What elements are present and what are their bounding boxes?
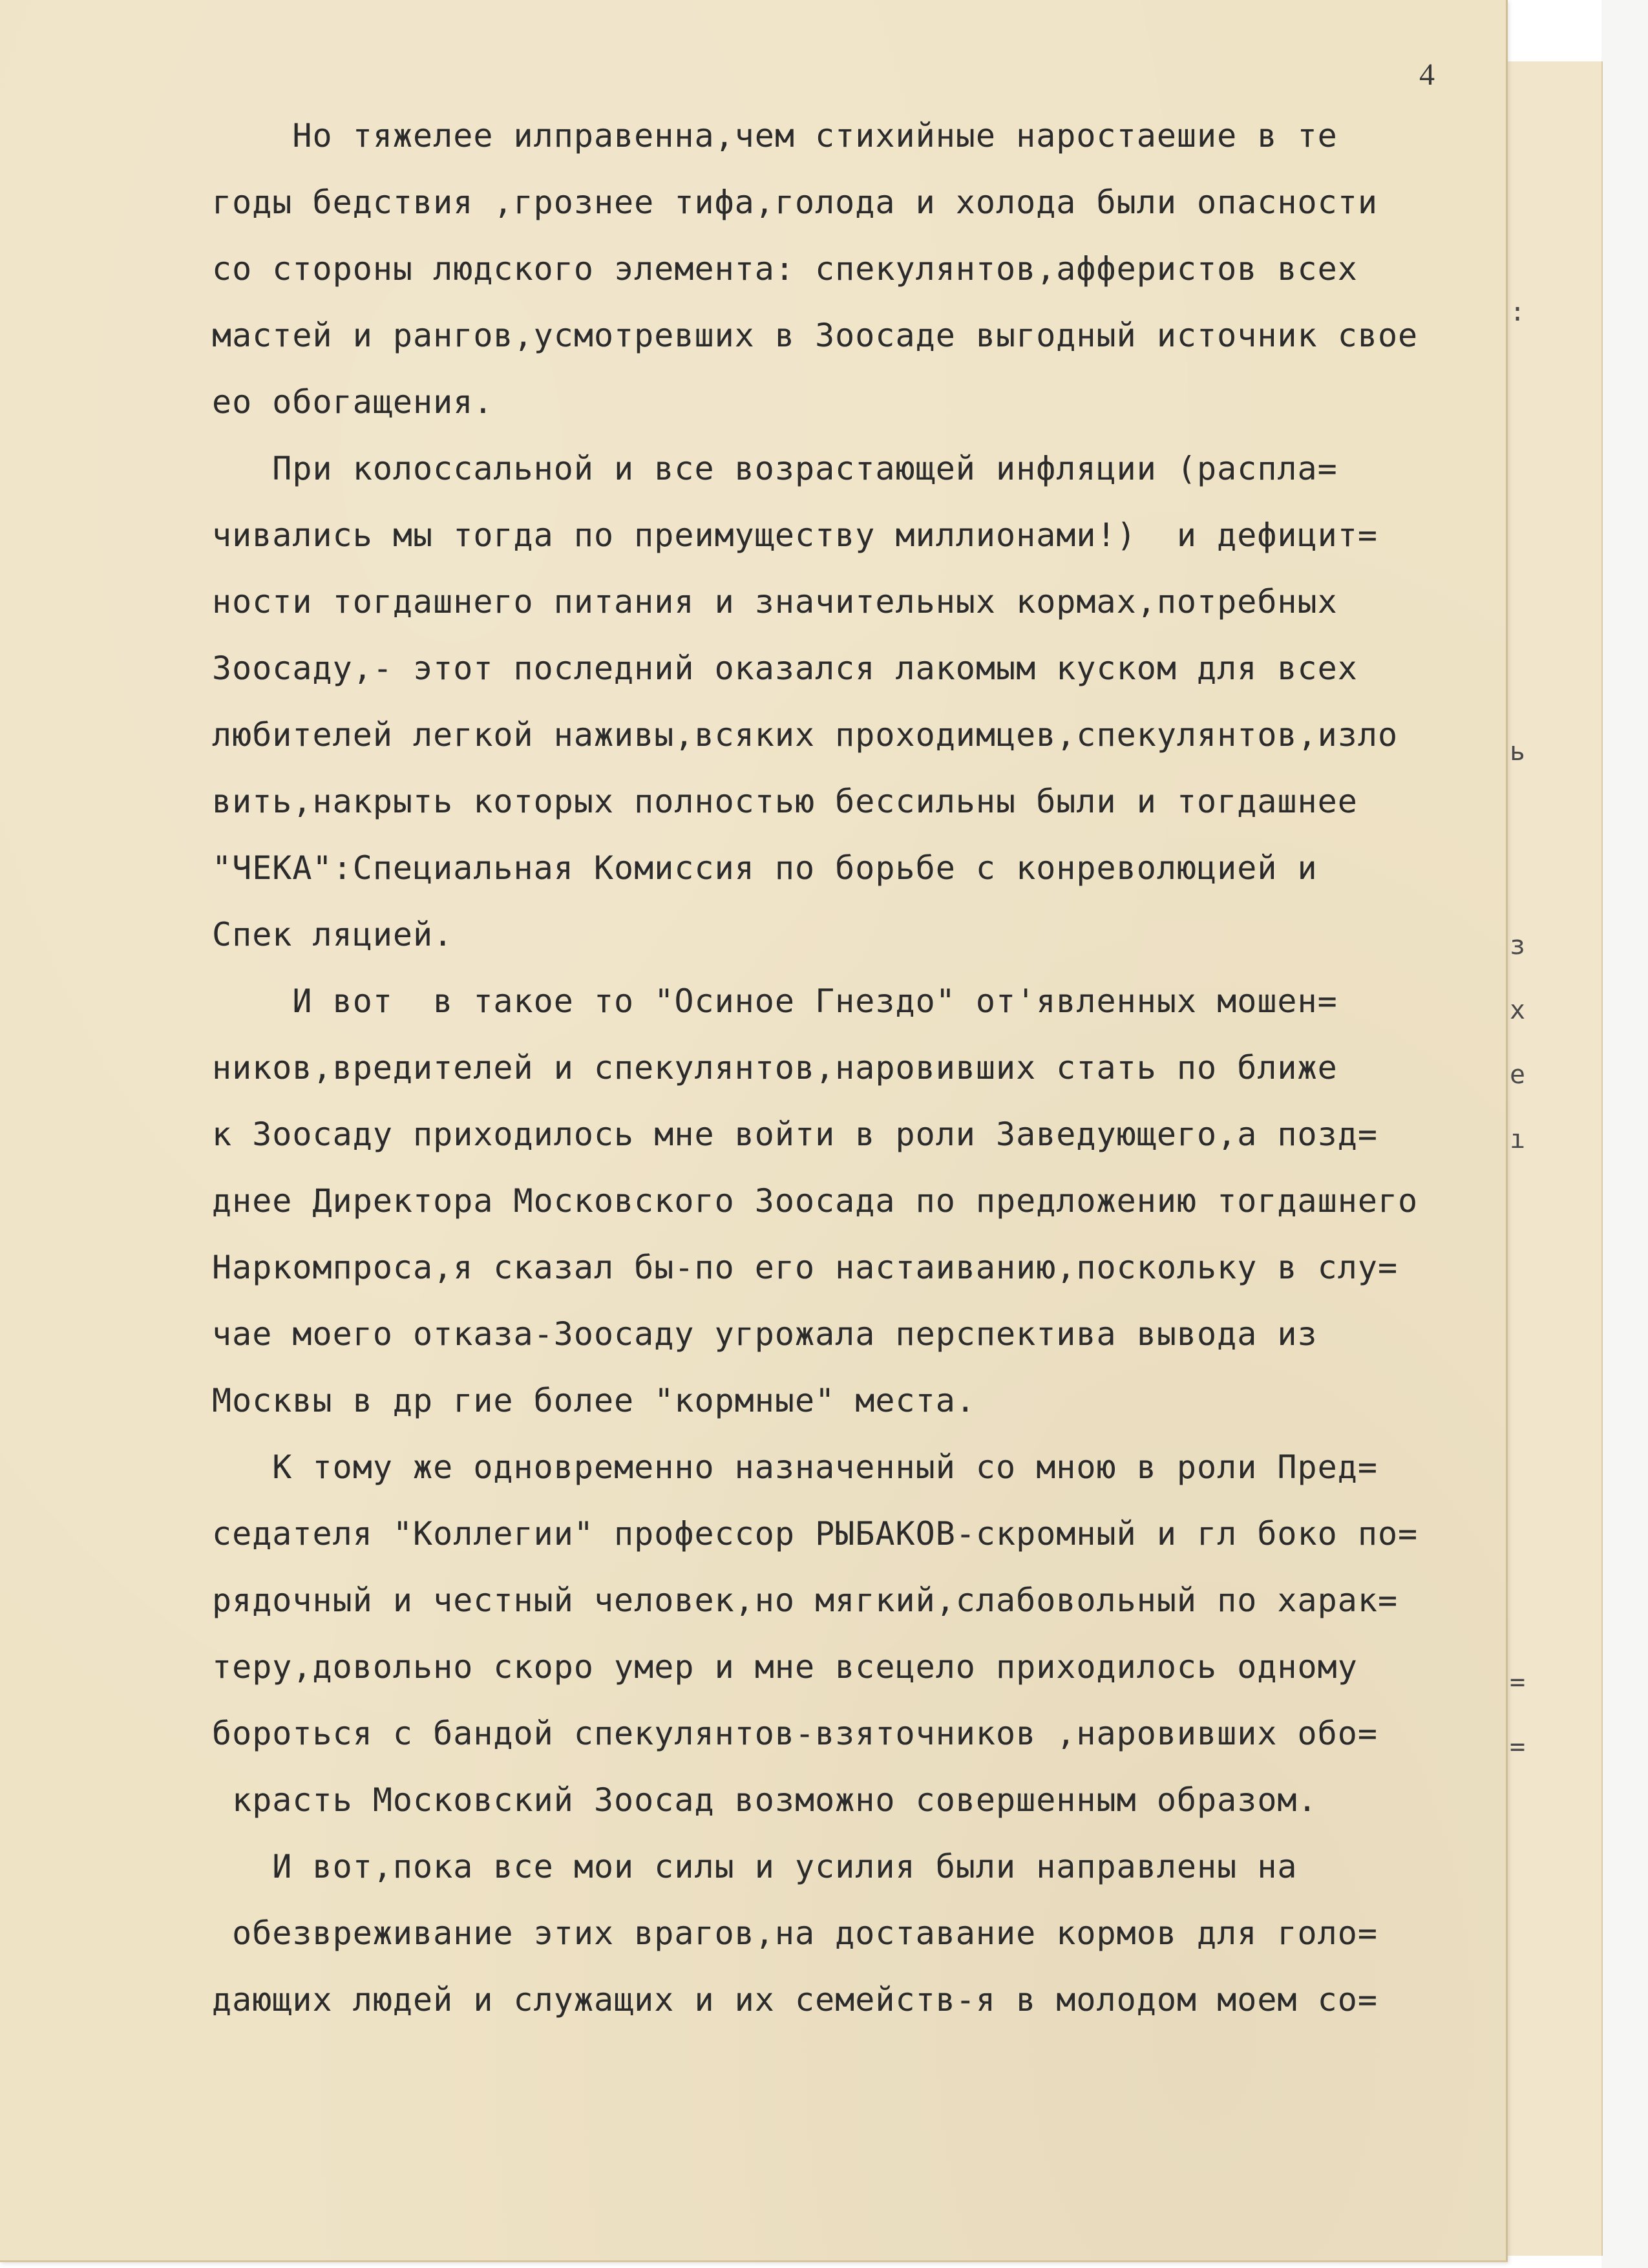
- margin-mark: =: [1510, 1732, 1526, 1762]
- text-line: со стороны людского элемента: спекулянтов,афферистов всех: [212, 250, 1358, 288]
- text-line: К тому же одновременно назначенный со мною в роли Пред=: [212, 1448, 1378, 1486]
- text-line: мастей и рангов,усмотревших в Зоосаде выгодный источник свое: [212, 317, 1419, 354]
- text-line: Зоосаду,- этот последний оказался лакомым куском для всех: [212, 650, 1358, 687]
- text-line: седателя "Коллегии" профессор РЫБАКОВ-скромный и гл боко по=: [212, 1515, 1419, 1553]
- text-line: Москвы в др гие более "кормные" места.: [212, 1382, 976, 1419]
- text-line: ников,вредителей и спекулянтов,наровивших стать по ближе: [212, 1049, 1338, 1086]
- text-line: Спек ляцией.: [212, 916, 454, 953]
- margin-mark: :: [1510, 297, 1526, 327]
- text-line: И вот в такое то "Осиное Гнездо" от'явленных мошен=: [212, 982, 1338, 1020]
- text-line: красть Московский Зоосад возможно совершенным образом.: [212, 1781, 1318, 1819]
- text-line: годы бедствия ,грознее тифа,голода и холода были опасности: [212, 184, 1378, 221]
- text-line: чивались мы тогда по преимуществу миллионами!) и дефицит=: [212, 516, 1378, 554]
- text-line: чае моего отказа-Зоосаду угрожала перспектива вывода из: [212, 1315, 1318, 1353]
- text-line: При колоссальной и все возрастающей инфляции (распла=: [212, 450, 1338, 487]
- text-line: днее Директора Московского Зоосада по предложению тогдашнего: [212, 1182, 1419, 1220]
- text-line: ео обогащения.: [212, 383, 494, 421]
- text-line: дающих людей и служащих и их семейств-я в молодом моем со=: [212, 1981, 1378, 2019]
- scanner-backdrop: [1601, 0, 1648, 2268]
- text-line: бороться с бандой спекулянтов-взяточников ,наровивших обо=: [212, 1715, 1378, 1752]
- text-line: рядочный и честный человек,но мягкий,слабовольный по харак=: [212, 1582, 1399, 1619]
- page-number: 4: [1419, 58, 1435, 92]
- text-line: любителей легкой наживы,всяких проходимцев,спекулянтов,изло: [212, 716, 1399, 754]
- text-line: "ЧЕКА":Специальная Комиссия по борьбе с конреволюцией и: [212, 849, 1318, 887]
- typewritten-body: [212, 116, 1505, 2019]
- text-line: И вот,пока все мои силы и усилия были направлены на: [212, 1848, 1298, 1885]
- text-line: Но тяжелее илправенна,чем стихийные наростаешие в те: [212, 117, 1338, 154]
- text-line: обезвреживание этих врагов,на доставание кормов для голо=: [212, 1914, 1378, 1952]
- text-line: вить,накрыть которых полностью бессильны были и тогдашнее: [212, 783, 1358, 820]
- margin-mark: =: [1510, 1668, 1526, 1697]
- margin-mark: е: [1510, 1060, 1526, 1090]
- margin-mark: з: [1510, 931, 1526, 960]
- margin-mark: ı: [1510, 1125, 1526, 1154]
- text-line: теру,довольно скоро умер и мне всецело приходилось одному: [212, 1648, 1358, 1686]
- margin-mark: х: [1510, 995, 1526, 1025]
- text-line: ности тогдашнего питания и значительных кормах,потребных: [212, 583, 1338, 620]
- text-line: Наркомпроса,я сказал бы-по его настаиванию,поскольку в слу=: [212, 1249, 1399, 1286]
- text-line: к Зоосаду приходилось мне войти в роли Заведующего,а позд=: [212, 1116, 1378, 1153]
- margin-mark: ь: [1510, 737, 1526, 767]
